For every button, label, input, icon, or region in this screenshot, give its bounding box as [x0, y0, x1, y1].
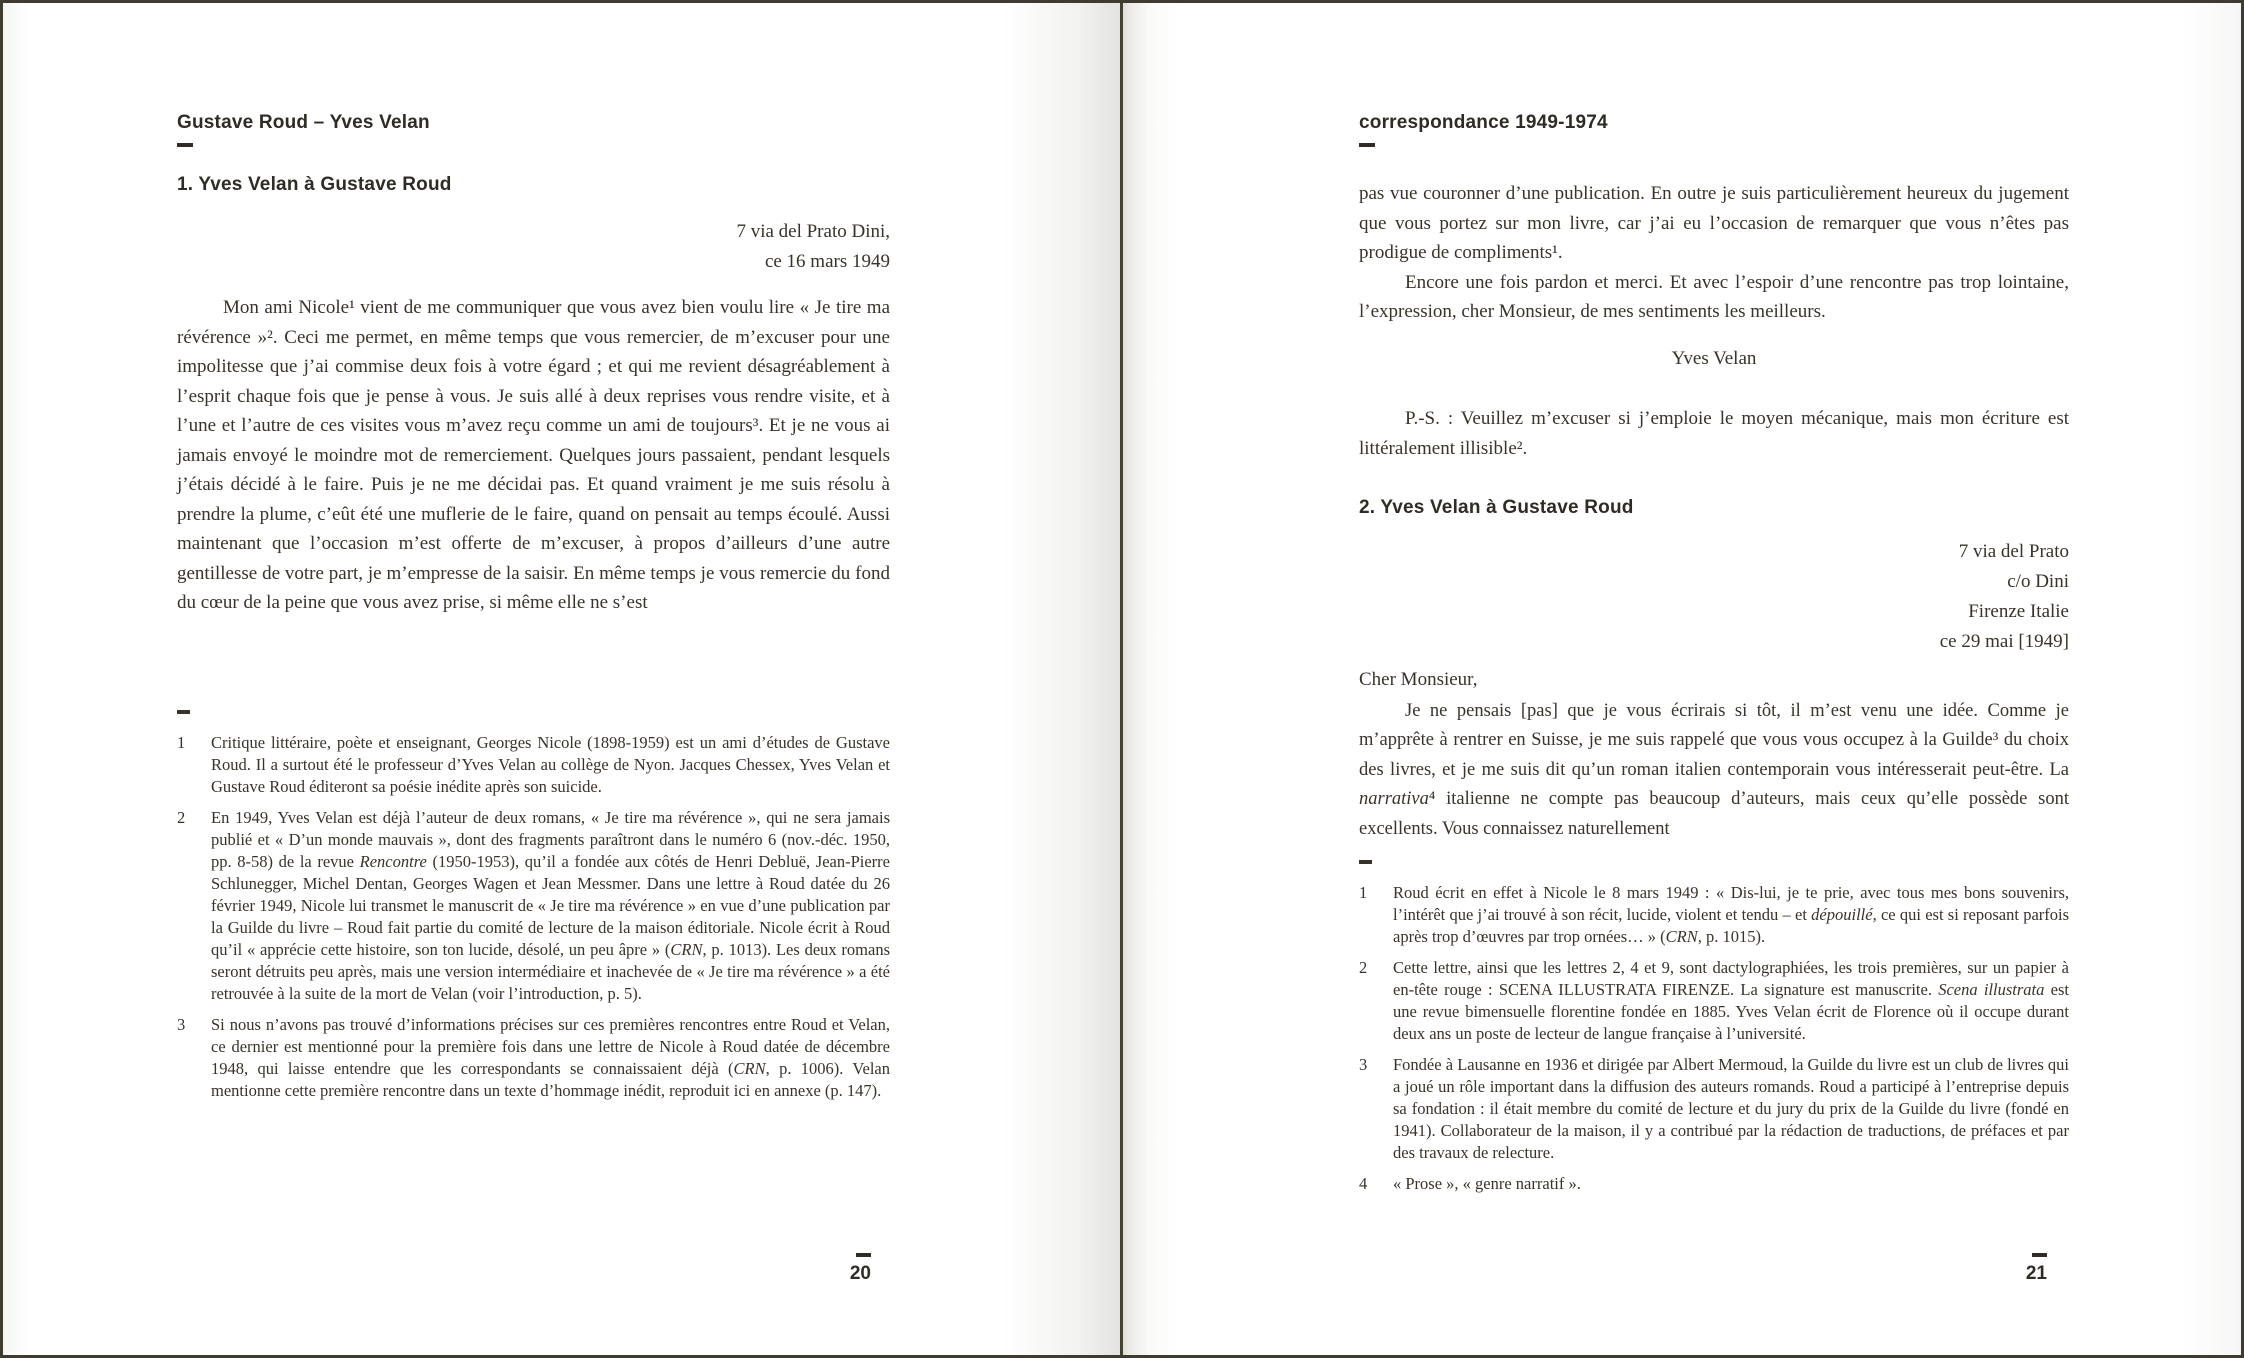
page-number-dash-icon	[856, 1253, 871, 1257]
footnote-text: En 1949, Yves Velan est déjà l’auteur de deux romans, « Je tire ma révérence », qui ne sera jamais publié et « D’un monde mauvais », dont des fragments paraîtront dans le numéro 6 (nov.-déc. 1950, pp. 8-58) de la revue Rencontre (1950-1953), qu’il a fondée aux côtés de Henri Debluë, Jean-Pierre Schlunegger, Michel Dentan, Georges Wagen et Jean Messmer. Dans une lettre à Roud datée du 26 février 1949, Nicole lui transmet le manuscrit de « Je tire ma révérence » en vue d’une publication par la Guilde du livre – Roud fait partie du comité de lecture de la maison éditoriale. Nicole écrit à Roud qu’il « apprécie cette histoire, son ton lucide, désolé, un peu âpre » (CRN, p. 1013). Les deux romans seront détruits peu après, mais une version intermédiaire et inachevée de « Je tire ma révérence » a été retrouvée à la suite de la mort de Velan (voir l’introduction, p. 5).	[211, 807, 891, 1003]
right-running-head-block	[1359, 111, 2069, 147]
footnote-text: Fondée à Lausanne en 1936 et dirigée par Albert Mermoud, la Guilde du livre est un club de livres qui a joué un rôle important dans la diffusion des auteurs romands. Roud a participé à l’entreprise depuis sa fondation : il était membre du comité de lecture et du jury du prix de la Guilde du livre (fondé en 1941). Collaborateur de la maison, il y a contribué par la rédaction de traductions, de préfaces et par des travaux de relecture.	[1393, 1055, 2069, 1162]
footnote-number: 4	[1359, 1174, 1368, 1193]
footnote-number: 1	[177, 732, 186, 752]
letter1-heading: 1. Yves Velan à Gustave Roud	[177, 174, 452, 195]
footnote-divider-dash-icon	[177, 710, 190, 714]
footnote-number: 2	[1359, 958, 1368, 977]
address-line: 7 via del Prato Dini,	[736, 221, 890, 242]
address-line: Firenze Italie	[1968, 601, 2069, 622]
footnote	[177, 1014, 890, 1102]
address-line: ce 29 mai [1949]	[1939, 631, 2069, 652]
footnote-text: Critique littéraire, poète et enseignant, Georges Nicole (1898-1959) est un ami d’études de Gustave Roud. Il a surtout été le professeur d’Yves Velan au collège de Nyon. Jacques Chessex, Yves Velan et Gustave Roud éditeront sa poésie inédite après son suicide.	[211, 732, 890, 796]
gutter-line	[1120, 3, 1123, 1355]
footnote-number: 3	[1359, 1055, 1368, 1074]
footnote-divider-dash-icon	[1359, 860, 1372, 864]
left-running-head-block	[177, 111, 890, 147]
page-number: 20	[849, 1263, 871, 1284]
footnote-text: « Prose », « genre narratif ».	[1393, 1174, 1581, 1193]
address-line: ce 16 mars 1949	[764, 251, 890, 272]
letter1-postscript: P.-S. : Veuillez m’excuser si j’emploie le moyen mécanique, mais mon écriture est littéralement illisible².	[1359, 408, 2069, 459]
footnote-text: Si nous n’avons pas trouvé d’informations précises sur ces premières rencontres entre Roud et Velan, ce dernier est mentionné pour la première fois dans une lettre de Nicole à Roud datée de décembre 1948, qui laisse entendre que les correspondants se connaissaient déjà (CRN, p. 1006). Velan mentionne cette première rencontre dans un texte d’hommage inédit, reproduit ici en annexe (p. 147).	[211, 1014, 890, 1100]
letter1-continuation-para1: pas vue couronner d’une publication. En outre je suis particulièrement heureux du jugement que vous portez sur mon livre, car j’ai eu l’occasion de remarquer que vous n’êtes pas prodigue de compliments¹.	[1359, 183, 2069, 263]
footnote	[177, 807, 890, 1005]
running-head-dash-icon	[177, 143, 193, 147]
page-number-dash-icon	[2032, 1253, 2047, 1257]
footnote	[1359, 1054, 2069, 1164]
right-page-column	[1359, 111, 2069, 1204]
footnote-text: Roud écrit en effet à Nicole le 8 mars 1949 : « Dis-lui, je te prie, avec tous mes bons souvenirs, l’intérêt que j’ai trouvé à son récit, lucide, violent et tendu – et dépouillé, ce qui est si reposant parfois après trop d’œuvres par trop ornées… » (CRN, p. 1015).	[1393, 883, 2070, 946]
letter2-heading: 2. Yves Velan à Gustave Roud	[1359, 497, 1634, 518]
running-head-right: correspondance 1949-1974	[1359, 112, 1608, 133]
left-footnotes	[177, 732, 890, 1102]
letter1-address	[177, 217, 890, 277]
right-footnotes	[1359, 882, 2069, 1195]
page-number: 21	[2025, 1263, 2047, 1284]
footnote-number: 2	[177, 807, 186, 827]
address-line: c/o Dini	[2007, 571, 2069, 592]
letter2-address	[1359, 537, 2069, 657]
left-page-column	[177, 111, 890, 1111]
running-head-dash-icon	[1359, 143, 1375, 147]
footnote	[1359, 957, 2069, 1045]
letter1-continuation-para2: Encore une fois pardon et merci. Et avec l’espoir d’une rencontre pas trop lointaine, l’expression, cher Monsieur, de mes sentiments les meilleurs.	[1359, 271, 2069, 322]
footnote-number: 3	[177, 1014, 186, 1034]
letter1-body: Mon ami Nicole¹ vient de me communiquer que vous avez bien voulu lire « Je tire ma révérence »². Ceci me permet, en même temps que vous remercier, de m’excuser pour une impolitesse que j’ai commise deux fois à votre égard ; et qui me revient désagréablement à l’esprit chaque fois que je pense à vous. Je suis allé à deux reprises vous rendre visite, et à l’une et l’autre de ces visites vous m’avez reçu comme un ami de toujours³. Et je ne vous ai jamais envoyé le moindre mot de remerciement. Quelques jours passaient, pendant lesquels j’étais décidé à le faire. Puis je ne me décidai pas. Et quand vraiment je me suis résolu à prendre la plume, c’eût été une muflerie de le faire, quand on pensait au temps écoulé. Aussi maintenant que l’occasion m’est offerte de m’excuser, à propos d’ailleurs d’une autre gentillesse de votre part, je m’empresse de la saisir. En même temps je vous remercie du fond du cœur de la peine que vous avez prise, si même elle ne s’est	[177, 297, 890, 613]
footnote	[177, 732, 890, 798]
letter1-signature: Yves Velan	[1671, 347, 1757, 369]
page-number-right-block	[1359, 1253, 2047, 1285]
footnote	[1359, 1173, 2069, 1195]
footnote-number: 1	[1359, 883, 1368, 902]
page-number-left-block	[177, 1253, 871, 1285]
running-head-left: Gustave Roud – Yves Velan	[177, 112, 430, 133]
footnote	[1359, 882, 2069, 948]
footnote-text: Cette lettre, ainsi que les lettres 2, 4 et 9, sont dactylographiées, les trois premières, sur un papier à en-tête rouge : SCENA ILLUSTRATA FIRENZE. La signature est manuscrite. Scena illustrata est une revue bimensuelle florentine fondée en 1885. Yves Velan écrit de Florence où il occupe durant deux ans un poste de lecteur de langue française à l’université.	[1393, 958, 2069, 1043]
address-line: 7 via del Prato	[1958, 541, 2069, 562]
letter2-body: Je ne pensais [pas] que je vous écrirais si tôt, il m’est venu une idée. Comme je m’apprête à rentrer en Suisse, je me suis rappelé que vous vous occupez à la Guilde³ du choix des livres, et je me suis dit qu’un roman italien contemporain vous intéresserait peut-être. La narrativa⁴ italienne ne compte pas beaucoup d’auteurs, mais ceux qu’elle possède sont excellents. Vous connaissez naturellement	[1359, 700, 2069, 839]
letter2-salutation: Cher Monsieur,	[1359, 669, 1478, 690]
